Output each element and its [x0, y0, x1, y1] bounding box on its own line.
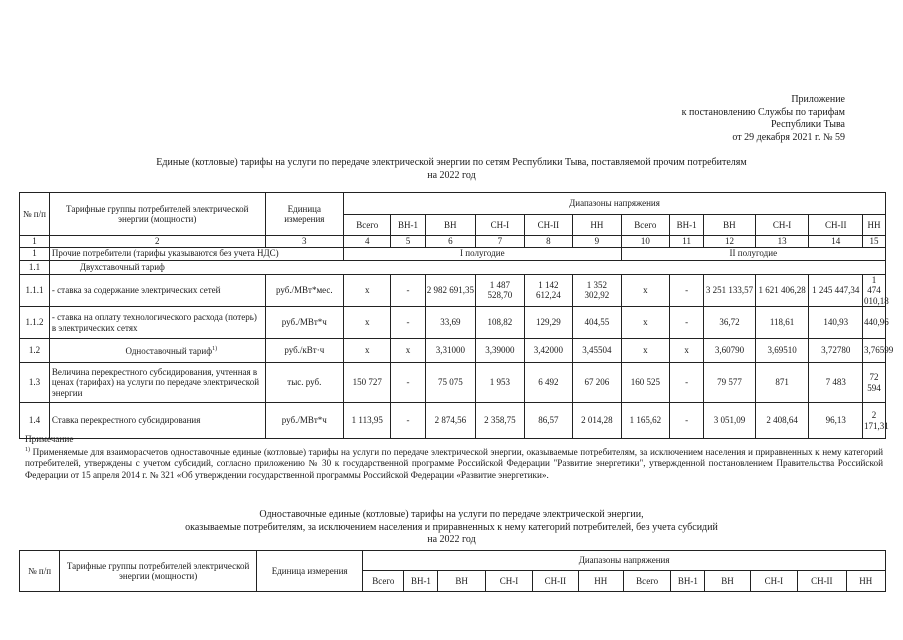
tariff-table: [19, 192, 894, 439]
header-range-col: ВН-1: [404, 571, 438, 592]
value-cell: 2 982 691,35: [425, 274, 476, 307]
header-range-col: НН: [578, 571, 623, 592]
row-label-text: Одноставочный тариф: [125, 346, 213, 357]
value-cell: 3,60790: [704, 339, 756, 363]
tariff-table-no-subsidy: [19, 550, 886, 592]
header-range-col: ВН-1: [671, 571, 705, 592]
row-num: 1.2: [20, 339, 50, 363]
table-row: [20, 307, 886, 339]
column-number: 7: [476, 236, 525, 248]
value-cell: х: [670, 339, 704, 363]
row-num: 1.1.2: [20, 307, 50, 339]
header-range-col: СН-II: [524, 215, 573, 236]
value-cell: 404,55: [573, 307, 622, 339]
row-num: 1.1.1: [20, 274, 50, 307]
footnote-marker: 1): [212, 346, 218, 353]
value-cell: 3,31000: [425, 339, 476, 363]
header-ranges: Диапазоны напряжения: [363, 551, 886, 571]
header-range-col: Всего: [621, 215, 670, 236]
value-cell: 67 206: [573, 363, 622, 403]
column-number: 3: [265, 236, 343, 248]
value-cell: 33,69: [425, 307, 476, 339]
value-cell: х: [391, 339, 425, 363]
header-unit: Единица измерения: [257, 551, 363, 592]
footnote-text: [25, 445, 883, 481]
value-cell: 2 014,28: [573, 403, 622, 439]
column-number: 5: [391, 236, 425, 248]
row-label: [49, 307, 265, 339]
appendix-block: [682, 94, 845, 144]
value-cell: -: [391, 307, 425, 339]
value-cell: 6 492: [524, 363, 573, 403]
column-number: 14: [809, 236, 863, 248]
header-unit: Единица измерения: [265, 193, 343, 236]
column-number: 12: [704, 236, 756, 248]
header-range-col: СН-I: [485, 571, 532, 592]
column-number: 1: [20, 236, 50, 248]
header-range-col: СН-I: [750, 571, 797, 592]
header-groups: Тарифные группы потребителей электрической энергии (мощности): [49, 193, 265, 236]
value-cell: 440,96: [863, 307, 886, 339]
row-unit: руб./МВт*ч: [265, 403, 343, 439]
value-cell: -: [670, 274, 704, 307]
value-cell: 2 171,31: [863, 403, 886, 439]
value-cell: 3 051,09: [704, 403, 756, 439]
column-number: 6: [425, 236, 476, 248]
header-range-col: ВН: [704, 215, 756, 236]
column-number: 4: [344, 236, 391, 248]
row-label-text: Ставка перекрестного субсидирования: [51, 415, 201, 426]
value-cell: -: [391, 274, 425, 307]
appendix-line: от 29 декабря 2021 г. № 59: [732, 131, 845, 143]
value-cell: 7 483: [809, 363, 863, 403]
value-cell: -: [391, 403, 425, 439]
value-cell: -: [670, 403, 704, 439]
value-cell: 75 075: [425, 363, 476, 403]
column-number: 8: [524, 236, 573, 248]
table2-title: [0, 509, 903, 547]
half-year-2: II полугодие: [621, 247, 885, 260]
row-num: 1.1: [20, 260, 50, 274]
footnote-heading: Примечание: [25, 434, 74, 444]
value-cell: 2 358,75: [476, 403, 525, 439]
value-cell: х: [344, 307, 391, 339]
title-line: на 2022 год: [427, 169, 476, 181]
value-cell: -: [670, 363, 704, 403]
row-unit: руб./МВт*ч: [265, 307, 343, 339]
value-cell: 3,76599: [863, 339, 886, 363]
value-cell: 96,13: [809, 403, 863, 439]
row-num: 1.4: [20, 403, 50, 439]
value-cell: 118,61: [755, 307, 809, 339]
row-label-text: Величина перекрестного субсидирования, учтенная в ценах (тарифах) на услуги по передаче электрической энергии: [51, 366, 260, 398]
value-cell: 2 874,56: [425, 403, 476, 439]
appendix-line: Приложение: [791, 94, 845, 105]
value-cell: 1 142 612,24: [524, 274, 573, 307]
value-cell: 1 487 528,70: [476, 274, 525, 307]
value-cell: 86,57: [524, 403, 573, 439]
appendix-line: Республики Тыва: [770, 119, 845, 130]
row-label-text: - ставка за содержание электрических сетей: [51, 285, 221, 295]
value-cell: 3,45504: [573, 339, 622, 363]
row-unit: руб./МВт*мес.: [265, 274, 343, 307]
header-range-col: СН-II: [809, 215, 863, 236]
header-range-col: ВН: [705, 571, 750, 592]
value-cell: 36,72: [704, 307, 756, 339]
value-cell: 3,72780: [809, 339, 863, 363]
header-range-col: ВН: [438, 571, 485, 592]
header-range-col: ВН-1: [670, 215, 704, 236]
header-range-col: СН-II: [533, 571, 578, 592]
header-groups: Тарифные группы потребителей электрической энергии (мощности): [60, 551, 257, 592]
value-cell: 1 245 447,34: [809, 274, 863, 307]
row-label-text: - ставка на оплату технологического расхода (потерь) в электрических сетях: [51, 312, 257, 333]
value-cell: х: [621, 274, 670, 307]
title-line: оказываемые потребителям, за исключением населения и приравненных к нему категорий потребителей, без учета субсидий: [185, 521, 718, 533]
value-cell: 108,82: [476, 307, 525, 339]
value-cell: 2 408,64: [755, 403, 809, 439]
header-range-col: НН: [863, 215, 886, 236]
half-year-1: I полугодие: [344, 247, 622, 260]
header-num: № п/п: [20, 551, 60, 592]
row-label: [49, 339, 265, 363]
value-cell: 160 525: [621, 363, 670, 403]
value-cell: х: [344, 274, 391, 307]
header-num: № п/п: [20, 193, 50, 236]
row-num: 1.3: [20, 363, 50, 403]
row-unit: руб./кВт·ч: [265, 339, 343, 363]
table1-title: [0, 157, 903, 182]
header-range-col: СН-I: [755, 215, 809, 236]
header-range-col: ВН: [425, 215, 476, 236]
column-number: 2: [49, 236, 265, 248]
value-cell: 1 113,95: [344, 403, 391, 439]
table-row: [20, 363, 886, 403]
value-cell: х: [621, 339, 670, 363]
column-number: 15: [863, 236, 886, 248]
row-unit: тыс. руб.: [265, 363, 343, 403]
value-cell: -: [391, 363, 425, 403]
value-cell: 3 251 133,57: [704, 274, 756, 307]
column-number: 9: [573, 236, 622, 248]
header-ranges: Диапазоны напряжения: [344, 193, 886, 215]
footnote-body: Применяемые для взаиморасчетов одноставочные единые (котловые) тарифы на услуги по передаче электрической энергии, оказываемые потребителям, за исключением населения и приравненных к нему категорий потребителей, утверждены с учетом субсидий, согласно приложению № 30 к государственной программе Российской Федерации "Развитие энергетики", утвержденной постановлением Правительства Российской Федерации от 15 апреля 2014 г. № 321 «Об утверждении государственной программы Российской Федерации «Развитие энергетики».: [25, 447, 883, 480]
footnote-marker: 1): [25, 447, 30, 454]
footnote: [25, 434, 883, 481]
row-num: 1: [20, 247, 50, 260]
value-cell: 79 577: [704, 363, 756, 403]
header-range-col: Всего: [623, 571, 670, 592]
appendix-line: к постановлению Службы по тарифам: [681, 106, 845, 118]
value-cell: 3,39000: [476, 339, 525, 363]
row-label: [49, 363, 265, 403]
header-range-col: Всего: [344, 215, 391, 236]
value-cell: 1 165,62: [621, 403, 670, 439]
row-label: Двухставочный тариф: [49, 260, 885, 274]
value-cell: 1 352 302,92: [573, 274, 622, 307]
title-line: Одноставочные единые (котловые) тарифы на услуги по передаче электрической энергии,: [259, 509, 644, 520]
value-cell: 871: [755, 363, 809, 403]
table-row: [20, 339, 886, 363]
value-cell: 1 953: [476, 363, 525, 403]
value-cell: 150 727: [344, 363, 391, 403]
value-cell: х: [621, 307, 670, 339]
column-number: 13: [755, 236, 809, 248]
header-range-col: ВН-1: [391, 215, 425, 236]
header-range-col: СН-I: [476, 215, 525, 236]
row-label: Прочие потребители (тарифы указываются без учета НДС): [49, 247, 343, 260]
value-cell: 1 621 406,28: [755, 274, 809, 307]
table-row: [20, 274, 886, 307]
header-range-col: НН: [573, 215, 622, 236]
value-cell: 129,29: [524, 307, 573, 339]
title-line: Единые (котловые) тарифы на услуги по передаче электрической энергии по сетям Республики Тыва, поставляемой прочим потребителям: [156, 157, 747, 168]
value-cell: 72 594: [863, 363, 886, 403]
column-number: 10: [621, 236, 670, 248]
row-label: [49, 274, 265, 307]
value-cell: 1 474 010,18: [864, 274, 889, 306]
value-cell: 3,69510: [755, 339, 809, 363]
value-cell: -: [670, 307, 704, 339]
header-range-col: СН-II: [798, 571, 846, 592]
column-number: 11: [670, 236, 704, 248]
value-cell: х: [344, 339, 391, 363]
header-range-col: НН: [846, 571, 885, 592]
value-cell: 3,42000: [524, 339, 573, 363]
value-cell: 140,93: [809, 307, 863, 339]
header-range-col: Всего: [363, 571, 404, 592]
title-line: на 2022 год: [427, 534, 476, 545]
